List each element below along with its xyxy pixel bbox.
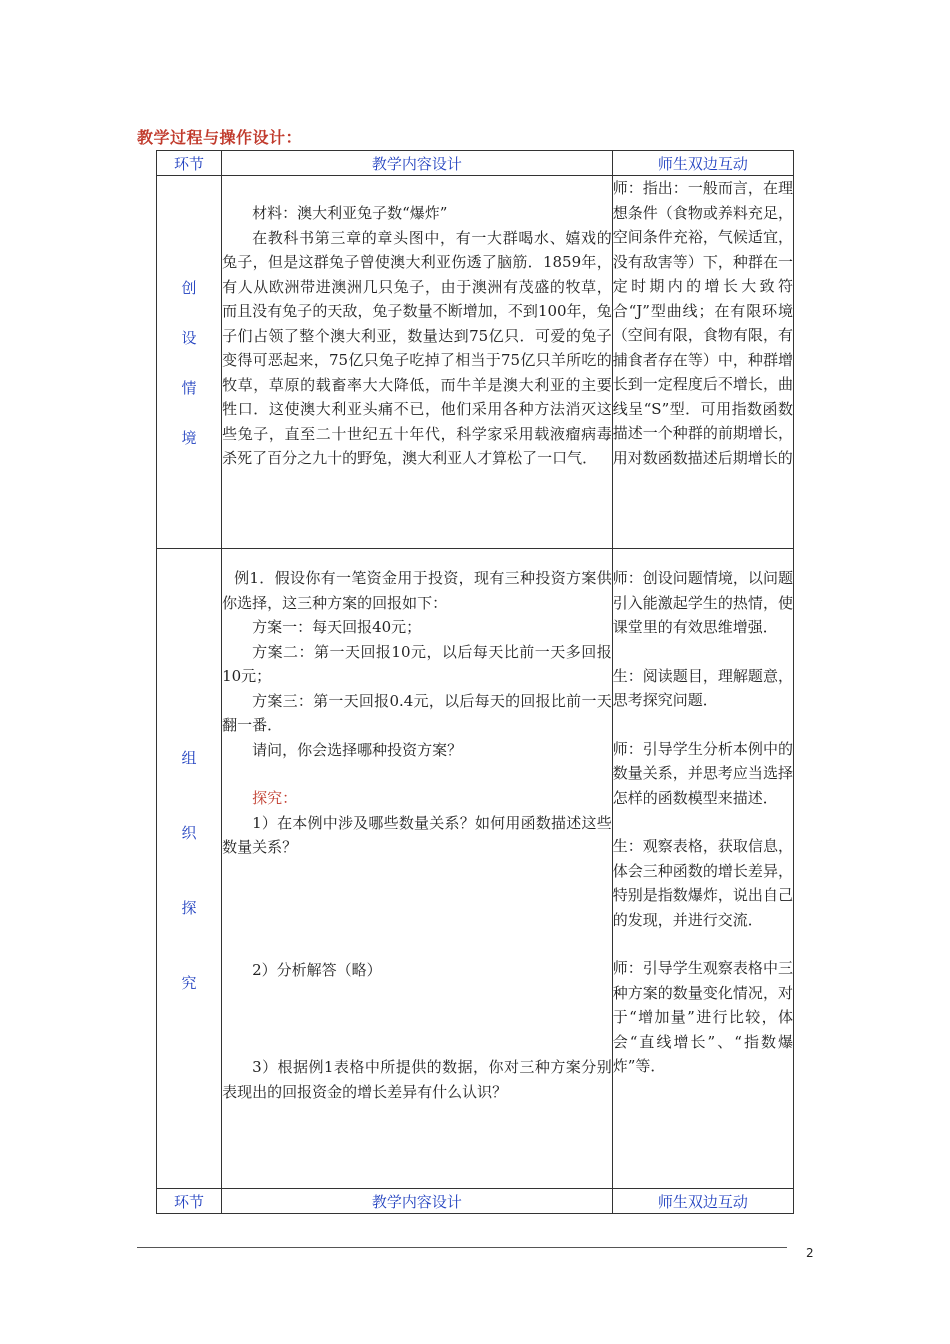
interaction-text: 师：引导学生分析本例中的数量关系，并思考应当选择怎样的函数模型来描述． xyxy=(612,739,793,807)
stage-char: 设 xyxy=(181,329,197,347)
interaction-text: 师：创设问题情境，以问题引入能激起学生的热情，使课堂里的有效思维增强． xyxy=(612,569,793,636)
header-stage: 环节 xyxy=(157,151,222,176)
stage-char: 创 xyxy=(181,279,197,297)
stage-char: 织 xyxy=(181,824,197,842)
explore-label: 探究： xyxy=(252,789,298,807)
explore-question-3: 3）根据例1表格中所提供的数据，你对三种方案分别表现出的回报资金的增长差异有什么认识？ xyxy=(222,1058,612,1101)
header-content-design: 教学内容设计 xyxy=(222,151,613,176)
interaction-text: 师：指出：一般而言，在理想条件（食物或养料充足，空间条件充裕，气候适宜，没有敌害等）下，种群在一定时期内的增长大致符合“J”型曲线；在有限环境（空间有限，食物有限，有捕食者存在等）中，种群增长到一定程度后不增长，曲线呈“S”型．可用指数函数描述一个种群的前期增长，用对数函数描述后期增长的 xyxy=(612,179,793,467)
explore-question-2: 2）分析解答（略） xyxy=(252,960,382,979)
interaction-text: 生：观察表格，获取信息，体会三种函数的增长差异，特别是指数爆炸，说出自己的发现，并进行交流． xyxy=(612,837,793,929)
footer-divider xyxy=(137,1247,787,1248)
interaction-cell-explore xyxy=(612,549,793,1189)
table-row xyxy=(157,549,794,1189)
section-heading: 教学过程与操作设计： xyxy=(137,128,303,147)
material-title: 材料：澳大利亚兔子数“爆炸” xyxy=(252,204,448,222)
stage-char: 探 xyxy=(181,899,197,917)
stage-char: 究 xyxy=(181,974,197,992)
content-cell-explore xyxy=(222,549,613,1189)
question-text: 请问，你会选择哪种投资方案？ xyxy=(252,740,463,759)
table-row xyxy=(157,176,794,549)
explore-question-1: 1）在本例中涉及哪些数量关系？如何用函数描述这些数量关系？ xyxy=(222,813,612,856)
footer-content-design: 教学内容设计 xyxy=(222,1189,613,1214)
header-interaction: 师生双边互动 xyxy=(612,151,793,176)
table-header-row xyxy=(157,151,794,176)
content-cell-scenario xyxy=(222,176,613,549)
stage-cell-scenario xyxy=(157,176,222,549)
table-footer-row xyxy=(157,1189,794,1214)
example-text: 例1．假设你有一笔资金用于投资，现有三种投资方案供你选择，这三种方案的回报如下： xyxy=(222,569,612,612)
material-text: 在教科书第三章的章头图中，有一大群喝水、嬉戏的兔子，但是这群兔子曾使澳大利亚伤透了脑筋．1859年，有人从欧洲带进澳洲几只兔子，由于澳洲有茂盛的牧草，而且没有兔子的天敌，兔子数量不断增加，不到100年，兔子们占领了整个澳大利亚，数量达到75亿只．可爱的兔子变得可恶起来，75亿只兔子吃掉了相当于75亿只羊所吃的牧草，草原的载畜率大大降低，而牛羊是澳大利亚的主要牲口．这使澳大利亚头痛不已，他们采用各种方法消灭这些兔子，直至二十世纪五十年代，科学家采用载液瘤病毒杀死了百分之九十的野兔，澳大利亚人才算松了一口气． xyxy=(222,228,612,467)
interaction-cell-scenario xyxy=(612,176,793,549)
plan-2: 方案二：第一天回报10元，以后每天比前一天多回报10元； xyxy=(222,642,612,685)
footer-interaction: 师生双边互动 xyxy=(612,1189,793,1214)
plan-3: 方案三：第一天回报0.4元，以后每天的回报比前一天翻一番． xyxy=(222,691,612,734)
interaction-text: 生：阅读题目，理解题意，思考探究问题． xyxy=(612,666,793,709)
interaction-text: 师：引导学生观察表格中三种方案的数量变化情况，对于“增加量”进行比较，体会“直线增长”、“指数爆炸”等． xyxy=(612,959,793,1075)
stage-char: 境 xyxy=(181,429,197,447)
stage-cell-explore xyxy=(157,549,222,1189)
footer-stage: 环节 xyxy=(157,1189,222,1214)
lesson-table xyxy=(156,150,794,1214)
page-number: 2 xyxy=(806,1246,814,1260)
plan-1: 方案一：每天回报40元； xyxy=(252,618,422,636)
stage-char: 组 xyxy=(181,749,197,767)
stage-char: 情 xyxy=(181,379,197,397)
